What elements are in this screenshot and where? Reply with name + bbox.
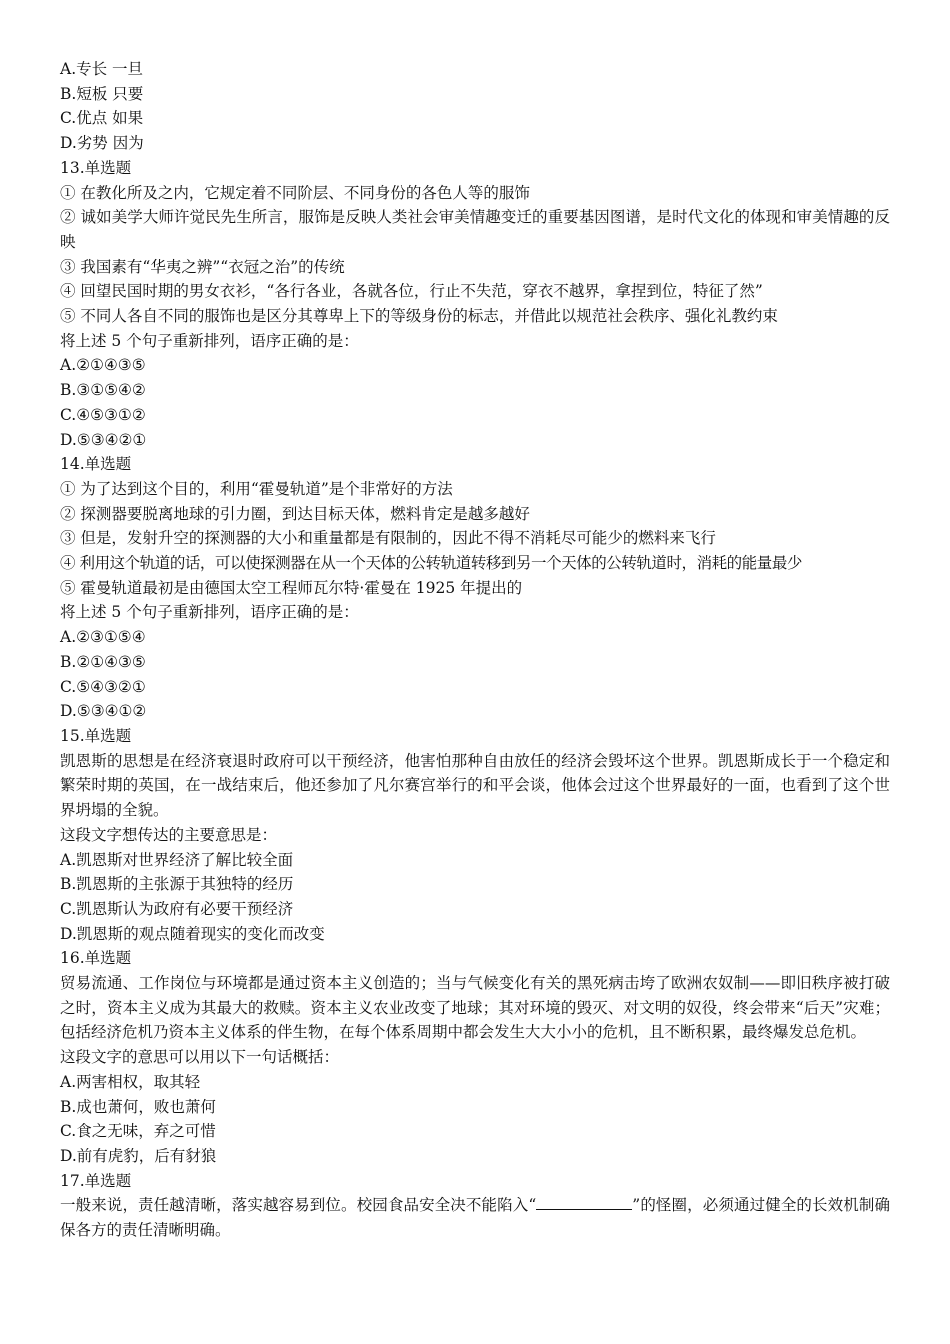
q14-sentence-3: ③ 但是，发射升空的探测器的大小和重量都是有限制的，因此不得不消耗尽可能少的燃料来飞行	[60, 529, 716, 548]
q17-fill-blank	[536, 1193, 632, 1210]
q14-sentence-4: ④ 利用这个轨道的话，可以使探测器在从一个天体的公转轨道转移到另一个天体的公转轨道时，消耗的能量最少	[60, 554, 802, 573]
q13-option-d: D.⑤③④②①	[60, 430, 147, 449]
q15-header: 15.单选题	[60, 726, 132, 745]
q13-option-a: A.②①④③⑤	[60, 356, 146, 375]
q12-option-a: A.专长 一旦	[60, 60, 144, 78]
q15-option-a: A.凯恩斯对世界经济了解比较全面	[60, 850, 294, 869]
q15-option-d: D.凯恩斯的观点随着现实的变化而改变	[60, 924, 325, 943]
q13-sentence-5: ⑤ 不同人各自不同的服饰也是区分其尊卑上下的等级身份的标志，并借此以规范社会秩序、强化礼教约束	[60, 307, 778, 326]
q14-option-b: B.②①④③⑤	[60, 652, 146, 671]
q12-option-b: B.短板 只要	[60, 84, 144, 103]
q14-prompt: 将上述 5 个句子重新排列，语序正确的是：	[60, 603, 359, 622]
q16-option-d: D.前有虎豹，后有豺狼	[60, 1146, 217, 1165]
q16-option-c: C.食之无味，弃之可惜	[60, 1122, 216, 1141]
q12-option-c: C.优点 如果	[60, 109, 144, 128]
q16-passage: 贸易流通、工作岗位与环境都是通过资本主义创造的；当与气候变化有关的黑死病击垮了欧洲农奴制——即旧秩序被打破之时，资本主义成为其最大的救赎。资本主义农业改变了地球；其对环境的毁灭、对文明的奴役，终会带来“后天”灾难；包括经济危机乃资本主义体系的伴生物，在每个体系周期中都会发生大大小小的危机，且不断积累，最终爆发总危机。	[60, 974, 890, 1042]
q14-sentence-5: ⑤ 霍曼轨道最初是由德国太空工程师瓦尔特·霍曼在 1925 年提出的	[60, 578, 523, 597]
q15-prompt: 这段文字想传达的主要意思是：	[60, 825, 278, 844]
q14-option-a: A.②③①⑤④	[60, 628, 146, 647]
q13-option-b: B.③①⑤④②	[60, 381, 146, 400]
q14-header: 14.单选题	[60, 455, 132, 474]
q14-option-d: D.⑤③④①②	[60, 702, 147, 721]
q12-option-d: D.劣势 因为	[60, 134, 144, 153]
q13-sentence-4: ④ 回望民国时期的男女衣衫，“各行各业，各就各位，行止不失范，穿衣不越界，拿捏到位，特征了然”	[60, 282, 763, 301]
q13-sentence-1: ① 在教化所及之内，它规定着不同阶层、不同身份的各色人等的服饰	[60, 183, 530, 202]
q17-passage-after-blank: ”的怪圈，必须通过健全的长效机制确保各方的责任清晰明确。	[60, 1196, 890, 1240]
q14-option-c: C.⑤④③②①	[60, 677, 146, 696]
q13-prompt: 将上述 5 个句子重新排列，语序正确的是：	[60, 331, 359, 350]
q17-passage	[60, 1193, 890, 1242]
document-page	[60, 57, 890, 1243]
q17-header: 17.单选题	[60, 1171, 132, 1190]
q16-option-a: A.两害相权，取其轻	[60, 1072, 201, 1091]
q16-prompt: 这段文字的意思可以用以下一句话概括：	[60, 1048, 340, 1067]
q14-sentence-1: ① 为了达到这个目的，利用“霍曼轨道”是个非常好的方法	[60, 479, 453, 498]
q15-passage: 凯恩斯的思想是在经济衰退时政府可以干预经济，他害怕那种自由放任的经济会毁坏这个世界。凯恩斯成长于一个稳定和繁荣时期的英国，在一战结束后，他还参加了凡尔赛宫举行的和平会谈，他体会过这个世界最好的一面，也看到了这个世界坍塌的全貌。	[60, 751, 890, 820]
q17-passage-before-blank: 一般来说，责任越清晰，落实越容易到位。校园食品安全决不能陷入“	[60, 1196, 537, 1215]
q13-sentence-3: ③ 我国素有“华夷之辨”“衣冠之治”的传统	[60, 257, 345, 276]
q16-option-b: B.成也萧何，败也萧何	[60, 1097, 216, 1116]
q13-option-c: C.④⑤③①②	[60, 405, 146, 424]
q13-sentence-2: ② 诚如美学大师许觉民先生所言，服饰是反映人类社会审美情趣变迁的重要基因图谱，是时代文化的体现和审美情趣的反映	[60, 208, 890, 251]
q15-option-c: C.凯恩斯认为政府有必要干预经济	[60, 899, 294, 918]
q13-header: 13.单选题	[60, 158, 132, 177]
q14-sentence-2: ② 探测器要脱离地球的引力圈，到达目标天体，燃料肯定是越多越好	[60, 504, 530, 523]
q15-option-b: B.凯恩斯的主张源于其独特的经历	[60, 875, 294, 894]
q16-header: 16.单选题	[60, 949, 132, 968]
